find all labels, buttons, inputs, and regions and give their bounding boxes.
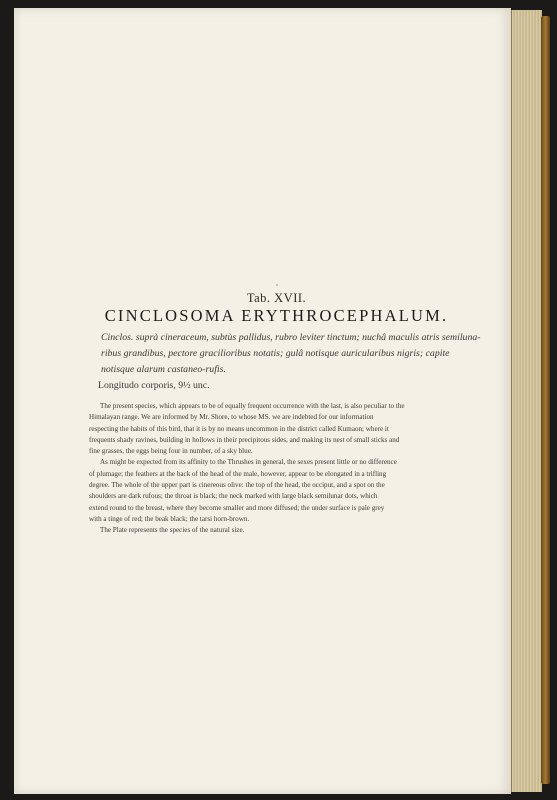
paragraph: [89, 401, 469, 457]
text-line: respecting the habits of this bird, that it is by no means uncommon in the district called Kumaon; where it: [89, 424, 389, 433]
text-line: As might be expected from its affinity to the Thrushes in general, the sexes present little or no difference: [100, 458, 397, 467]
latin-description: [89, 330, 481, 378]
text-line: shoulders are dark rufous; the throat is black; the neck marked with large black semilunar dots, which: [89, 492, 378, 501]
book-page: [14, 8, 511, 794]
paper-spot: [276, 284, 278, 286]
text-line: fine grasses, the eggs being four in number, of a sky blue.: [89, 447, 253, 456]
text-line: degree. The whole of the upper part is cinereous olive: the top of the head, the occiput, and a spot on the: [89, 481, 385, 490]
species-title: CINCLOSOMA ERYTHROCEPHALUM.: [104, 306, 449, 325]
latin-line: Cinclos. suprà cineraceum, subtùs pallidus, rubro leviter tinctum; nuchâ maculis atris semiluna-: [101, 332, 481, 343]
body-length: Longitudo corporis, 9½ unc.: [98, 380, 210, 391]
text-line: The Plate represents the species of the natural size.: [100, 526, 245, 535]
text-line: The present species, which appears to be of equally frequent occurrence with the last, is also peculiar to the: [100, 402, 405, 410]
page-fore-edge: [511, 10, 542, 792]
text-line: extend round to the breast, where they become smaller and more diffused; the under surface is pale grey: [89, 503, 385, 512]
text-line: with a tinge of red; the beak black; the tarsi horn-brown.: [89, 514, 250, 523]
text-line: Himalayan range. We are informed by Mr. Shore, to whose MS. we are indebted for our information: [89, 413, 374, 422]
latin-line: notisque alarum castaneo-rufis.: [101, 364, 226, 375]
text-line: frequents shady ravines, building in hollows in their precipitous sides, and making its nest of small sticks and: [89, 435, 400, 444]
latin-line: ribus grandibus, pectore gracilioribus notatis; gulâ notisque auricularibus nigris; capite: [101, 348, 450, 359]
plate-number: Tab. XVII.: [246, 291, 307, 305]
gilt-edge: [541, 16, 550, 784]
paragraph: [89, 525, 469, 536]
description-text: [89, 401, 469, 537]
text-line: of plumage; the feathers at the back of the head of the male, however, appear to be elongated in a trifling: [89, 469, 387, 478]
paragraph: [89, 457, 469, 525]
